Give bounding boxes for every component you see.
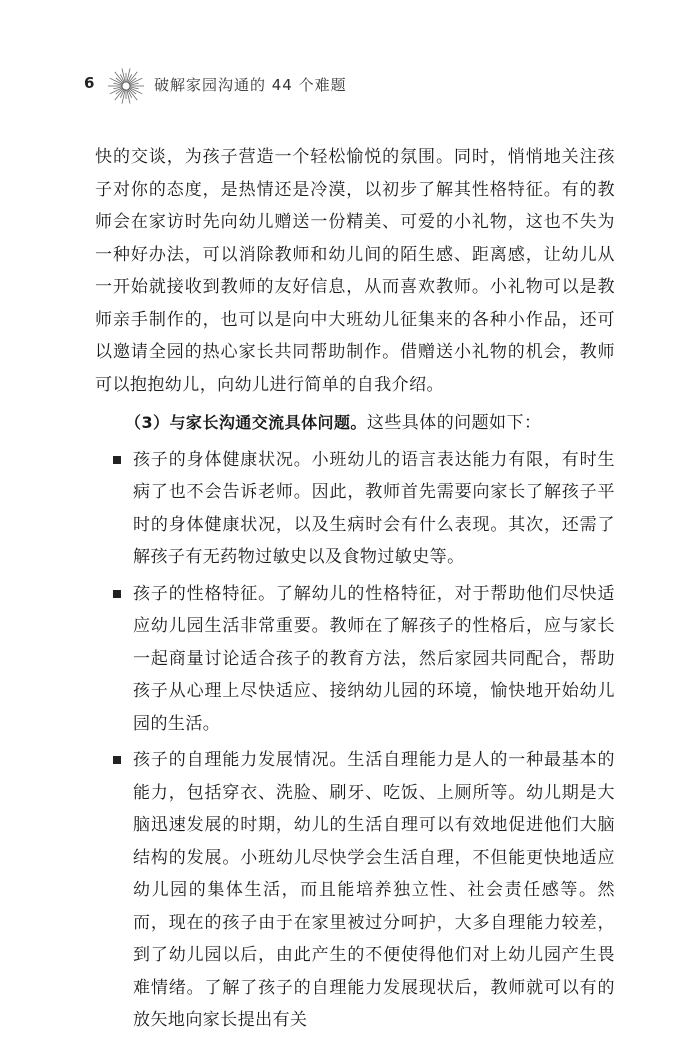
section-intro: 这些具体的问题如下： [366,413,542,433]
square-bullet-icon [113,756,121,764]
sun-burst-icon [106,66,146,106]
running-title: 破解家园沟通的 44 个难题 [154,76,347,94]
body-paragraph: 快的交谈，为孩子营造一个轻松愉悦的氛围。同时，悄悄地关注孩子对你的态度，是热情还是冷漠，以初步了解其性格特征。有的教师会在家访时先向幼儿赠送一份精美、可爱的小礼物，这也不失为一种好办法，可以消除教师和幼儿间的陌生感、距离感，让幼儿从一开始就接收到教师的友好信息，从而喜欢教师。小礼物可以是教师亲手制作的，也可以是向中大班幼儿征集来的各种小作品，还可以邀请全园的热心家长共同帮助制作。借赠送小礼物的机会，教师可以抱抱幼儿，向幼儿进行简单的自我介绍。 [95,147,615,395]
list-item [133,444,615,574]
list-item-text: 孩子的自理能力发展情况。生活自理能力是人的一种最基本的能力，包括穿衣、洗脸、刷牙、吃饭、上厕所等。幼儿期是大脑迅速发展的时期，幼儿的生活自理可以有效地促进他们大脑结构的发展。小班幼儿尽快学会生活自理，不但能更快地适应幼儿园的集体生活，而且能培养独立性、社会责任感等。然而，现在的孩子由于在家里被过分呵护，大多自理能力较差，到了幼儿园以后，由此产生的不便使得他们对上幼儿园产生畏难情绪。了解了孩子的自理能力发展现状后，教师就可以有的放矢地向家长提出有关 [133,750,615,1030]
list-item-text: 孩子的身体健康状况。小班幼儿的语言表达能力有限，有时生病了也不会告诉老师。因此，教师首先需要向家长了解孩子平时的身体健康状况，以及生病时会有什么表现。其次，还需了解孩子有无药物过敏史以及食物过敏史等。 [133,449,615,567]
page-header [84,66,624,106]
square-bullet-icon [113,456,121,464]
square-bullet-icon [113,590,121,598]
bullet-list [95,444,615,1037]
list-item [133,578,615,741]
page-number: 6 [84,74,95,92]
page-body [95,141,615,1041]
list-item [133,744,615,1037]
section-heading: （3）与家长沟通交流具体问题。 [125,413,367,432]
section-lead [95,407,615,440]
list-item-text: 孩子的性格特征。了解幼儿的性格特征，对于帮助他们尽快适应幼儿园生活非常重要。教师在了解孩子的性格后，应与家长一起商量讨论适合孩子的教育方法，然后家园共同配合，帮助孩子从心理上尽快适应、接纳幼儿园的环境，愉快地开始幼儿园的生活。 [133,583,615,734]
